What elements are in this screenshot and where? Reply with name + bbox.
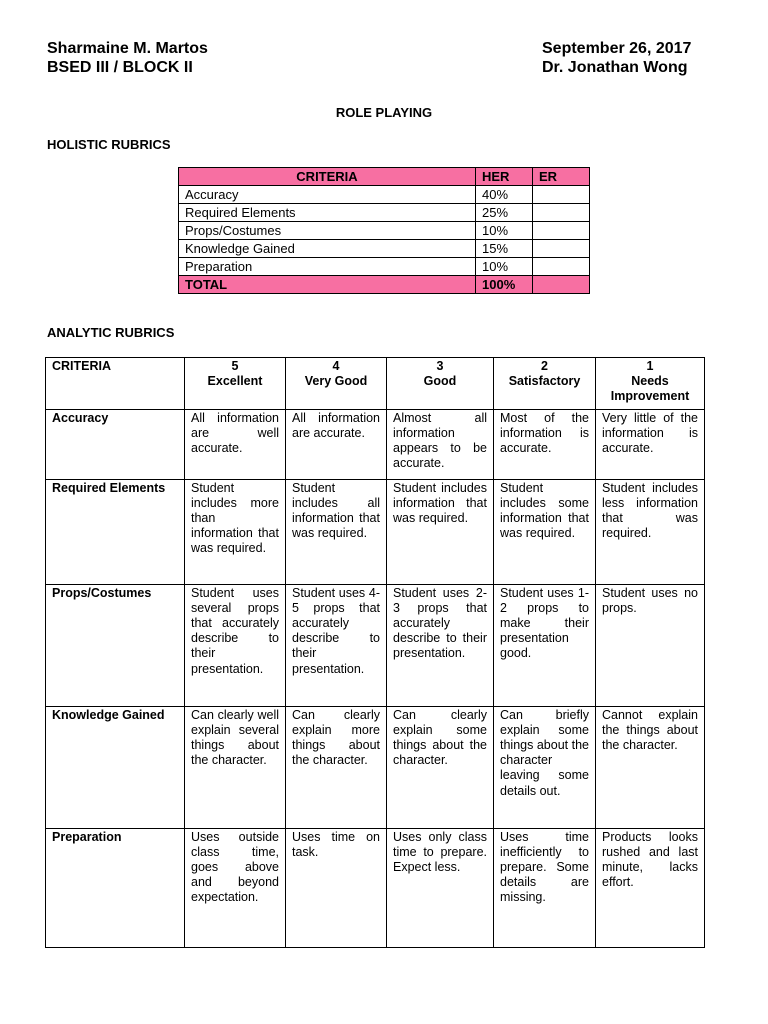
student-section: BSED III / BLOCK II [47,59,193,76]
rubric-cell: Student uses no props. [596,584,705,706]
holistic-header-her: HER [476,168,533,186]
rubric-cell: Can clearly well explain several things about the character. [185,706,286,828]
holistic-total-er [533,276,590,294]
holistic-her-cell: 25% [476,204,533,222]
rubric-cell: Can clearly explain more things about the character. [286,706,387,828]
analytic-header-row [46,358,705,410]
analytic-rubric-table [45,357,705,948]
analytic-header-score-4 [286,358,387,410]
analytic-header-score-1 [596,358,705,410]
analytic-criteria-cell: Knowledge Gained [46,706,185,828]
analytic-header-criteria [46,358,185,410]
table-row [46,706,705,828]
holistic-total-label: TOTAL [179,276,476,294]
rubric-cell: All information are accurate. [286,409,387,479]
holistic-rubric-table [178,167,590,294]
rubric-cell: Student includes more than information that was required. [185,479,286,584]
score-label: Needs Improvement [610,374,690,404]
rubric-cell: Cannot explain the things about the character. [596,706,705,828]
rubric-cell: Most of the information is accurate. [494,409,596,479]
table-row [46,828,705,947]
holistic-section-title: HOLISTIC RUBRICS [47,137,171,152]
holistic-criteria-cell: Required Elements [179,204,476,222]
score-number: 1 [646,359,654,373]
rubric-cell: Very little of the information is accurate. [596,409,705,479]
analytic-header-score-5 [185,358,286,410]
rubric-cell: Can briefly explain some things about the character leaving some details out. [494,706,596,828]
table-row [179,258,590,276]
table-row [179,222,590,240]
analytic-header-score-2 [494,358,596,410]
score-number: 2 [541,359,548,373]
score-label: Very Good [304,374,368,389]
rubric-cell: Uses time on task. [286,828,387,947]
holistic-header-er: ER [533,168,590,186]
student-info [47,39,208,77]
rubric-cell: All information are well accurate. [185,409,286,479]
holistic-header-row [179,168,590,186]
holistic-header-criteria: CRITERIA [179,168,476,186]
rubric-cell: Student includes all information that was required. [286,479,387,584]
analytic-header-score-3 [387,358,494,410]
holistic-er-cell [533,204,590,222]
analytic-section-title: ANALYTIC RUBRICS [47,325,175,340]
holistic-her-cell: 40% [476,186,533,204]
header-label: CRITERIA [52,359,112,373]
holistic-er-cell [533,240,590,258]
rubric-cell: Student uses 4-5 props that accurately describe to their presentation. [286,584,387,706]
score-number: 3 [436,359,444,373]
analytic-criteria-cell: Preparation [46,828,185,947]
holistic-criteria-cell: Preparation [179,258,476,276]
student-name: Sharmaine M. Martos [47,40,208,57]
instructor-name: Dr. Jonathan Wong [542,59,688,76]
table-row [179,204,590,222]
table-row [179,240,590,258]
rubric-cell: Student includes some information that was required. [494,479,596,584]
analytic-criteria-cell: Required Elements [46,479,185,584]
analytic-criteria-cell: Accuracy [46,409,185,479]
rubric-cell: Student uses 2-3 props that accurately describe to their presentation. [387,584,494,706]
date-instructor-info [542,39,691,77]
score-number: 5 [231,359,239,373]
holistic-er-cell [533,186,590,204]
score-number: 4 [332,359,340,373]
rubric-cell: Almost all information appears to be accurate. [387,409,494,479]
rubric-cell: Student uses 1-2 props to make their presentation good. [494,584,596,706]
score-label: Good [423,374,457,389]
holistic-total-her: 100% [476,276,533,294]
table-row [179,186,590,204]
rubric-cell: Products looks rushed and last minute, lacks effort. [596,828,705,947]
rubric-cell: Uses only class time to prepare. Expect less. [387,828,494,947]
holistic-criteria-cell: Knowledge Gained [179,240,476,258]
holistic-criteria-cell: Accuracy [179,186,476,204]
holistic-er-cell [533,258,590,276]
page-title: ROLE PLAYING [335,105,433,120]
rubric-cell: Uses time inefficiently to prepare. Some details are missing. [494,828,596,947]
rubric-cell: Student includes less information that was required. [596,479,705,584]
holistic-her-cell: 15% [476,240,533,258]
holistic-criteria-cell: Props/Costumes [179,222,476,240]
table-row [46,409,705,479]
holistic-total-row [179,276,590,294]
table-row [46,584,705,706]
document-date: September 26, 2017 [542,40,692,57]
rubric-cell: Can clearly explain some things about the character. [387,706,494,828]
score-label: Excellent [207,374,263,389]
table-row [46,479,705,584]
holistic-her-cell: 10% [476,222,533,240]
score-label: Satisfactory [508,374,581,389]
holistic-her-cell: 10% [476,258,533,276]
rubric-cell: Student uses several props that accurately describe to their presentation. [185,584,286,706]
rubric-cell: Uses outside class time, goes above and beyond expectation. [185,828,286,947]
rubric-cell: Student includes information that was required. [387,479,494,584]
holistic-er-cell [533,222,590,240]
analytic-criteria-cell: Props/Costumes [46,584,185,706]
